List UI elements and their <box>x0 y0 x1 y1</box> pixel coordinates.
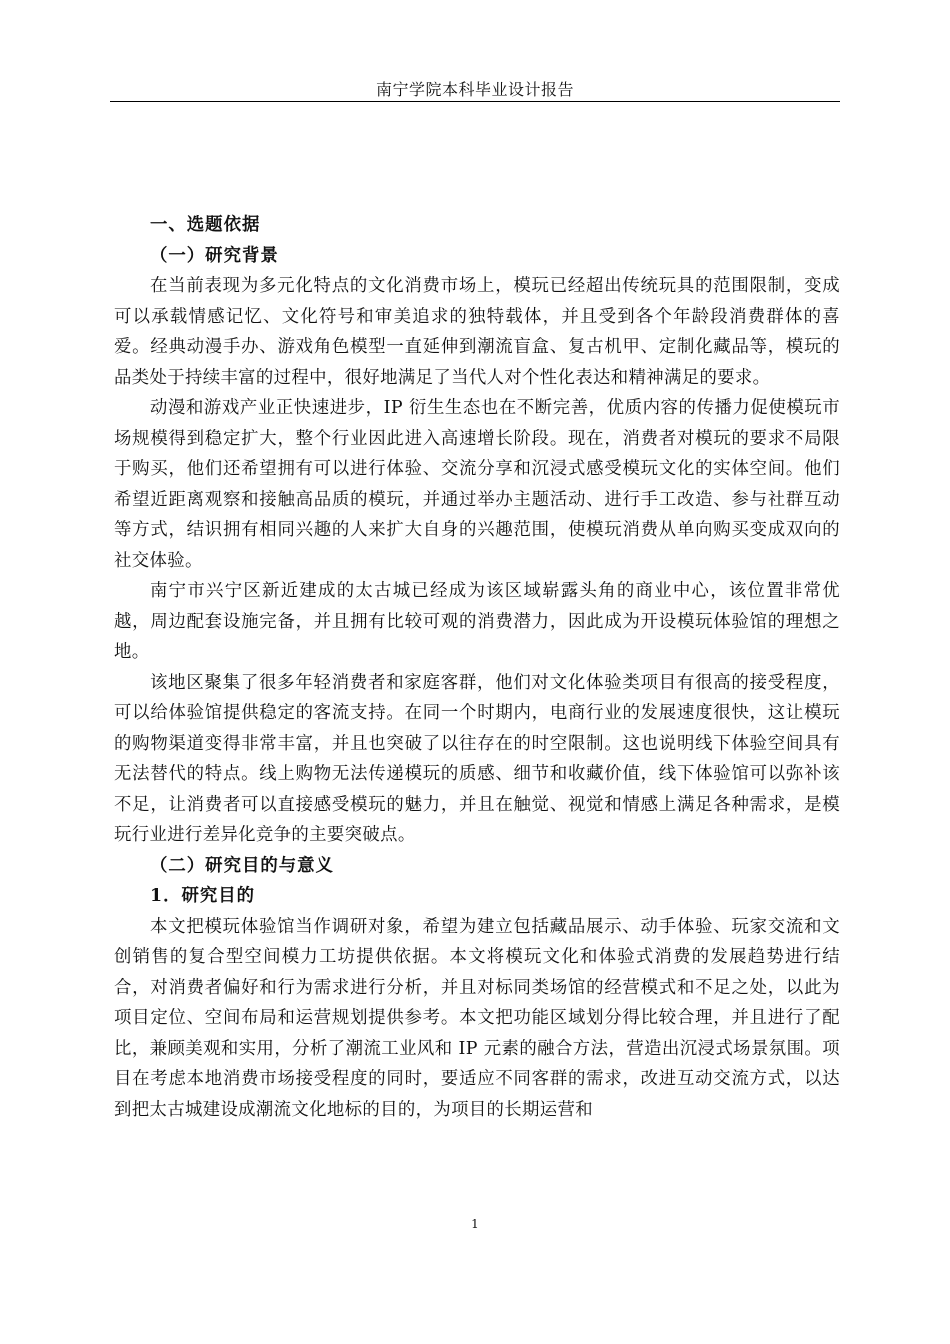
subsection-title-background: （一）研究背景 <box>150 245 279 266</box>
paragraph: 南宁市兴宁区新近建成的太古城已经成为该区域崭露头角的商业中心，该位置非常优越，周边配套设施完备，并且拥有比较可观的消费潜力，因此成为开设模玩体验馆的理想之地。 <box>114 581 840 662</box>
page-number: 1 <box>471 1217 479 1231</box>
page-header: 南宁学院本科毕业设计报告 <box>375 80 574 99</box>
document-body <box>114 210 840 1125</box>
paragraph: 本文把模玩体验馆当作调研对象，希望为建立包括藏品展示、动手体验、玩家交流和文创销售的复合型空间模力工坊提供依据。本文将模玩文化和体验式消费的发展趋势进行结合，对消费者偏好和行为需求进行分析，并且对标同类场馆的经营模式和不足之处，以此为项目定位、空间布局和运营规划提供参考。本文把功能区域划分得比较合理，并且进行了配比，兼顾美观和实用，分析了潮流工业风和 IP 元素的融合方法，营造出沉浸式场景氛围。项目在考虑本地消费市场接受程度的同时，要适应不同客群的需求，改进互动交流方式，以达到把太古城建设成潮流文化地标的目的，为项目的长期运营和 <box>114 916 840 1120</box>
item-title-purpose: 1．研究目的 <box>150 886 256 906</box>
paragraph: 在当前表现为多元化特点的文化消费市场上，模玩已经超出传统玩具的范围限制，变成可以承载情感记忆、文化符号和审美追求的独特载体，并且受到各个年龄段消费群体的喜爱。经典动漫手办、游戏角色模型一直延伸到潮流盲盒、复古机甲、定制化藏品等，模玩的品类处于持续丰富的过程中，很好地满足了当代人对个性化表达和精神满足的要求。 <box>114 276 840 388</box>
paragraph: 该地区聚集了很多年轻消费者和家庭客群，他们对文化体验类项目有很高的接受程度，可以给体验馆提供稳定的客流支持。在同一个时期内，电商行业的发展速度很快，这让模玩的购物渠道变得非常丰富，并且也突破了以往存在的时空限制。这也说明线下体验空间具有无法替代的特点。线上购物无法传递模玩的质感、细节和收藏价值，线下体验馆可以弥补该不足，让消费者可以直接感受模玩的魅力，并且在触觉、视觉和情感上满足各种需求，是模玩行业进行差异化竞争的主要突破点。 <box>114 672 840 845</box>
paragraph: 动漫和游戏产业正快速进步，IP 衍生生态也在不断完善，优质内容的传播力促使模玩市场规模得到稳定扩大，整个行业因此进入高速增长阶段。现在，消费者对模玩的要求不局限于购买，他们还希望拥有可以进行体验、交流分享和沉浸式感受模玩文化的实体空间。他们希望近距离观察和接触高品质的模玩，并通过举办主题活动、进行手工改造、参与社群互动等方式，结识拥有相同兴趣的人来扩大自身的兴趣范围，使模玩消费从单向购买变成双向的社交体验。 <box>114 398 840 571</box>
section-title: 一、选题依据 <box>150 215 261 235</box>
header-rule <box>110 101 840 102</box>
subsection-title-purpose: （二）研究目的与意义 <box>150 855 334 876</box>
